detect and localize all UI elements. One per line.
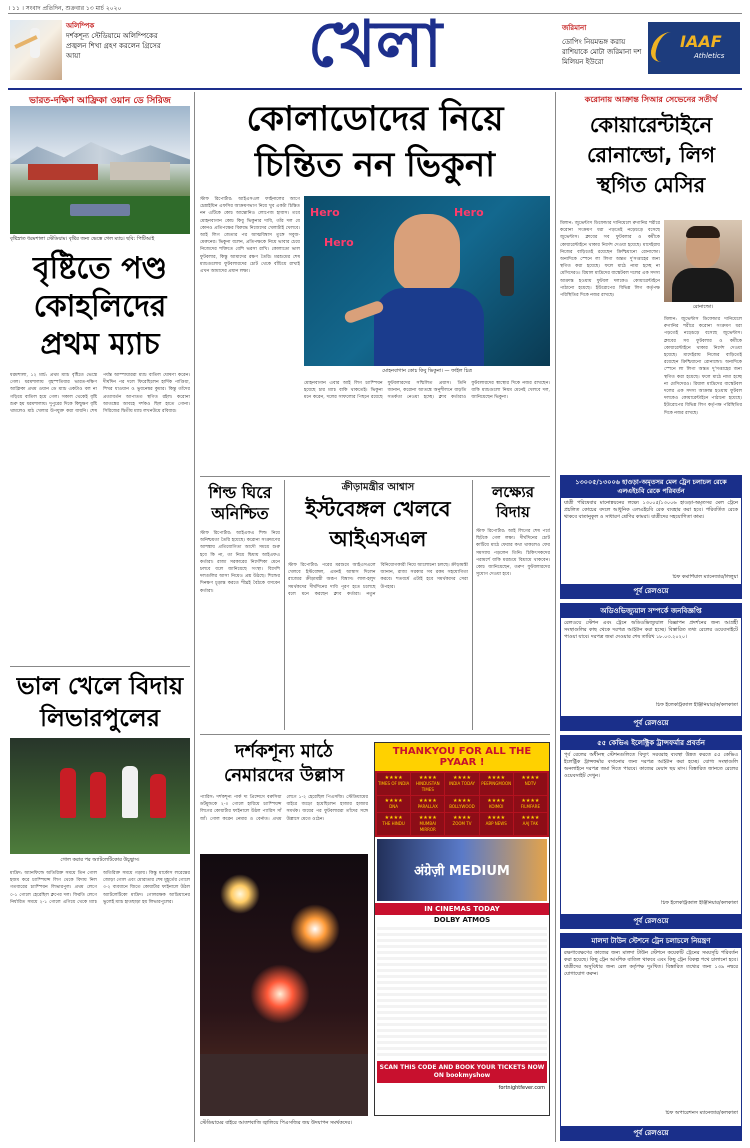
movie-ad[interactable] [374,742,550,1116]
ad-review-tile [411,773,444,795]
target-headline: লক্ষ্যের বিদায় [492,483,534,521]
ad-review-source: HINDUSTAN TIMES [415,781,440,792]
ad-review-tile [377,773,410,795]
ministry-kicker: ক্রীড়ামন্ত্রীর আশ্বাস [341,482,415,493]
right-kicker: করোনায় আক্রান্ত সিআর সেভেনের সতীর্থ [584,95,718,104]
notice-4-title: মালদা টাউন স্টেশনে ট্রেন চলাচলে নিয়ন্ত্রণ [561,934,741,948]
ad-review-tile [480,813,513,835]
left-kicker: ভারত-দক্ষিণ আফ্রিকা ওয়ান ডে সিরিজ [29,96,171,106]
ad-review-tile [411,796,444,812]
left-headline: বৃষ্টিতে পণ্ড কোহলিদের প্রথম ম্যাচ [32,251,168,362]
right-teaser-tag: জরিমানা [562,24,587,32]
ad-review-tile [480,773,513,795]
notice-1-body: যাত্রী পরিষেবার মানোন্নয়নের লক্ষ্যে ১৩০০৫/১৩০০৬ হাওড়া-অমৃতসর মেল ট্রেনে প্রচলিত কোচের বদলে আধুনিক এলএইচবি রেক ব্যবহার করা হবে। পরিবর্তিত রেকে থাকবে বাতানুকূল ও সাধারণ শ্রেণির কামরা। যাত্রীদের সহযোগিতা কাম্য। [564,500,738,520]
ad-cta[interactable]: SCAN THIS CODE AND BOOK YOUR TICKETS NOW ON bookmyshow [377,1061,547,1083]
ronaldo-photo [664,220,742,302]
ad-review-source: PARALLAX [417,804,438,809]
ad-review-source: THE HINDU [382,821,405,826]
psg-fireworks-photo [200,854,368,1116]
ad-review-stars: ★★★★ [521,798,540,804]
notice-2-sign: চিফ ইলেকট্রিক্যাল ইঞ্জিনিয়ার/ক/কলকাতা [655,702,738,708]
right-teaser[interactable] [562,22,646,84]
left-teaser-photo [10,20,62,80]
ad-review-stars: ★★★★ [453,775,471,781]
center-headline: কোলাডোদের নিয়ে চিন্তিত নন ভিকুনা [246,99,504,185]
ad-review-source: INDIA TODAY [449,781,475,786]
right-headline: কোয়ারেন্টাইনে রোনাল্ডো, লিগ স্থগিত মেসির [586,113,716,197]
ad-review-tile [445,796,478,812]
ad-movie-title: अंग्रेज़ी MEDIUM [414,864,510,879]
notice-1 [560,475,742,599]
notice-4-band: পূর্ব রেলওয়ে [561,1126,741,1140]
notice-4 [560,933,742,1141]
ad-review-stars: ★★★★ [487,798,506,804]
shield-body: স্টাফ রিপোর্টার: আইএফএ শিল্ড নিয়ে অনিশ্চয়তা তৈরি হয়েছে। করোনা সংক্রমণের আশঙ্কায় প্রতিযোগিতা আদৌ সময়ে শুরু হবে কি না, তা নিয়ে দ্বিধায় আইএফএ কর্তারা। রাজ্য সরকারের নির্দেশিকা মেনে চলবে বলে জানিয়েছে সংস্থা। বিদেশি দলগুলির আসা নিয়েও প্রশ্ন উঠছে। শিল্ডের দিনক্ষণ চূড়ান্ত করতে শীঘ্রই বৈঠকে বসবেন কর্তারা। [200,531,280,594]
notice-2-band: পূর্ব রেলওয়ে [561,716,741,730]
iaaf-logo [648,22,740,74]
ad-review-tile [514,773,547,795]
left-body: ধরমশালা, ১২ মার্চ: প্রথম ম্যাচ বৃষ্টিতে ভেস্তে গেল। ধরমশালায় বৃহস্পতিবার ভারত-দক্ষিণ আফ্রিকা প্রথম ওয়ান ডে ম্যাচ একটাও বল না গড়িয়ে বাতিল হয়ে গেল। সকাল থেকেই বৃষ্টি শুরু হয় ধরমশালায়। দুপুরের দিকে কিছুক্ষণ বৃষ্টি থামলেও মাঠ খেলার উপযুক্ত করা যায়নি। শেষ পর্যন্ত আম্পায়াররা ম্যাচ বাতিল ঘোষণা করেন। দীর্ঘদিন পর দলে ফিরেছিলেন হার্দিক পাণ্ডিয়া, শিখর ধাওয়ান ও ভুবনেশ্বর কুমার। কিন্তু তাঁদের প্রত্যাবর্তন আপাতত স্থগিত রইল। করোনা আতঙ্কের আবহে দর্শকও ছিল হাতে গোনা। সিরিজের দ্বিতীয় ম্যাচ লখনউয়ে রবিবার। [10,373,190,415]
ad-review-stars: ★★★★ [384,798,403,804]
ad-brand: DOLBY ATMOS [433,916,491,924]
notice-2-title: অডিওভিজ্যুয়াল সম্পর্কে জনবিজ্ঞপ্তি [561,604,741,618]
notice-2-body: রেলওয়ে স্টেশন এবং ট্রেনে অডিওভিজ্যুয়াল বিজ্ঞাপন প্রদর্শনের জন্য আগ্রহী সংস্থাগুলির কাছ থেকে দরপত্র আহ্বান করা হচ্ছে। বিস্তারিত তথ্য রেলের ওয়েবসাইটে পাওয়া যাবে। দরপত্র জমা দেওয়ার শেষ তারিখ ১৮.০৩.২০২০। [564,620,738,640]
col-divider-1 [194,92,195,1142]
notice-4-body: রক্ষণাবেক্ষণের কাজের জন্য মালদা টাউন স্টেশনে কয়েকটি ট্রেনের সময়সূচি পরিবর্তন করা হয়েছে। কিছু ট্রেন আংশিক বাতিল থাকবে এবং কিছু ট্রেন বিকল্প পথে চালানো হবে। যাত্রীদের অসুবিধার জন্য রেল কর্তৃপক্ষ দুঃখিত। বিস্তারিত তথ্যের জন্য ১৩৯ নম্বরে যোগাযোগ করুন। [564,950,738,977]
center-divider-2 [200,734,550,735]
neymar-body: প্যারিস: দর্শকশূন্য পার্ক দ্য প্রিন্সেসে বরুসিয়া ডর্টমুন্ডকে ২-০ গোলে হারিয়ে চ্যাম্পিয়ন্স লিগের কোয়ার্টার ফাইনালে উঠল প্যারিস সাঁ জাঁ। গোল করেন নেমার ও বের্নাত। প্রথম লেগে ১-২ হেরেছিল পিএসজি। স্টেডিয়ামের বাইরে জড়ো হয়েছিলেন হাজার হাজার সমর্থক। জয়ের পর ফুটবলাররা তাঁদের সঙ্গে উল্লাসে মেতে ওঠেন। [200,795,368,822]
left-teaser-text: দর্শকশূন্য স্টেডিয়ামে অলিম্পিকের প্রজ্বলন শিখা গ্রহণ করলেন গ্রিসের আয়া [66,32,161,60]
center-body-under: মোহনবাগান এবার আই লিগ চ্যাম্পিয়ন হয়েছে চার ম্যাচ বাকি থাকতেই। ভিকুনা মনে করেন, দলের সাফল্যের পিছনে রয়েছে ফুটবলারদের সম্মিলিত প্রয়াস। তিনি জানান, করোনা আতঙ্কে অনুশীলনে বাড়তি সতর্কতা নেওয়া হচ্ছে। ক্লাব কর্তারাও ফুটবলারদের স্বাস্থ্যের দিকে নজর রাখছেন। বাকি ম্যাচগুলো নিয়ম মেনেই খেলবে দল, জানিয়েছেন ভিকুনা। [304,381,550,401]
ad-review-source: ZOOM TV [452,821,472,826]
ad-review-tile [480,796,513,812]
ad-review-source: NDTV [524,781,537,786]
ad-review-stars: ★★★★ [487,815,506,821]
notice-2 [560,603,742,731]
notice-4-sign: চিফ অপারেশনস ম্যানেজার/কলকাতা [665,1110,738,1116]
ad-subtitle: IN CINEMAS TODAY [375,903,549,915]
notice-3-band: পূর্ব রেলওয়ে [561,914,741,928]
folio: । ১১ । সংবাদ প্রতিদিন, শুক্রবার ১৩ মার্চ ২০২০ [8,5,122,12]
ad-banner: THANKYOU FOR ALL THE PYAAR ! [375,743,549,771]
ad-review-stars: ★★★★ [521,775,540,781]
ad-cinema-listing [377,927,547,1059]
ministry-body: স্টাফ রিপোর্টার: পরের মরশুমে আইএসএলে খেলবে ইস্টবেঙ্গল, এমনই আশ্বাস দিলেন রাজ্যের ক্রীড়ামন্ত্রী অরূপ বিশ্বাস। লাল-হলুদ সমর্থকদের দীর্ঘদিনের দাবি পূরণ হতে চলেছে বলে মনে করছেন ক্লাব কর্তারা। নতুন বিনিয়োগকারী নিয়ে আলোচনা চলছে। ক্রীড়ামন্ত্রী জানান, রাজ্য সরকার সব রকম সহযোগিতা করবে। শতবর্ষে এটাই হবে সমর্থকদের সেরা উপহার। [288,563,468,597]
ad-review-tile [445,773,478,795]
ad-review-source: TIMES OF INDIA [377,781,410,786]
ad-footer: fortnightfever.com [498,1085,545,1091]
ronaldo-caption: রোনাল্ডো। [692,304,714,310]
ad-review-source: KOIMOI [488,804,504,809]
ad-review-stars: ★★★★ [418,798,437,804]
notice-1-sign: চিফ কমার্শিয়াল ম্যানেজার/লিলুয়া [672,574,738,580]
notice-1-band: পূর্ব রেলওয়ে [561,584,741,598]
left-photo2-caption: গোল করার পর অ্যাটলেটিকোর উচ্ছ্বাস। [60,857,140,863]
liverpool-match-photo [10,738,190,854]
ad-review-tile [411,813,444,835]
center-vdivider-2 [472,480,473,730]
target-body: স্টাফ রিপোর্টার: আই লিগের শেষ পর্বে ছিটকে গেল লক্ষ্য। দীর্ঘদিনের চোট কাটিয়ে মাঠে ফেরার কথা থাকলেও ফের সমস্যায় পড়লেন তিনি। চিকিৎসকদের পরামর্শে বাকি মরশুমে বিশ্রামে থাকবেন। কোচ জানিয়েছেন, তরুণ ফুটবলারদের সুযোগ দেওয়া হবে। [476,529,550,578]
center-vdivider-1 [284,480,285,730]
center-divider-1 [200,476,550,477]
ad-review-source: PEEPINGMOON [481,781,512,786]
ad-review-stars: ★★★★ [487,775,506,781]
notice-3-title: ৫৫ কেভিএ ইলেক্ট্রিক ট্রান্সফর্মার প্রবর্তন [561,736,741,750]
iaaf-logo-sub: Athletics [694,52,725,60]
vicuna-photo: Hero Hero Hero [304,196,550,366]
ad-review-tile [514,796,547,812]
notice-3 [560,735,742,929]
right-teaser-text: ডোপিং নিয়মভঙ্গ করায় রাশিয়াকে মোটা জরিমানা দশ মিলিয়ন ইউরো [562,38,642,66]
ad-review-source: DNA [389,804,398,809]
masthead: খেলা [307,8,443,82]
ad-review-stars: ★★★★ [521,815,540,821]
neymar-headline: দর্শকশূন্য মাঠে নেমারদের উল্লাস [224,741,344,786]
right-body: মিলান: জুভেন্টাস ডিফেন্ডার দানিয়েলে রুগানির শরীরে করোনা সংক্রমণ ধরা পড়তেই নড়েচড়ে বসেছে জুভেন্টাস। ক্লাবের সব ফুটবলার ও কর্মীকে কোয়ারেন্টাইনে থাকার নির্দেশ দেওয়া হয়েছে। মাদেইরায় নিজের বাড়িতেই রয়েছেন ক্রিশ্চিয়ানো রোনাল্ডো। অন্যদিকে স্পেনে লা লিগা অন্তত দু'সপ্তাহের জন্য স্থগিত করা হয়েছে। ফলে মাঠে নামা হচ্ছে না মেসিদেরও। রিয়াল মাদ্রিদের বাস্কেটবল দলের এক সদস্য আক্রান্ত হওয়ায় ফুটবল দলকেও কোয়ারেন্টাইনে পাঠানো হয়েছে। ইউরোপের বিভিন্ন লিগ কর্তৃপক্ষ পরিস্থিতির দিকে নজর রাখছে। [560,221,660,299]
ad-review-source: AAJ TAK [522,821,539,826]
shield-headline: শিল্ড ঘিরে অনিশ্চিত [208,483,272,523]
ad-review-stars: ★★★★ [453,798,471,804]
ad-movie-poster [377,839,547,901]
ad-reviews-grid [375,771,549,837]
ad-review-tile [377,796,410,812]
col-divider-2 [555,92,556,1142]
right-body-2: মিলান: জুভেন্টাস ডিফেন্ডার দানিয়েলে রুগানির শরীরে করোনা সংক্রমণ ধরা পড়তেই নড়েচড়ে বসেছে জুভেন্টাস। ক্লাবের সব ফুটবলার ও কর্মীকে কোয়ারেন্টাইনে থাকার নির্দেশ দেওয়া হয়েছে। মাদেইরায় নিজের বাড়িতেই রয়েছেন ক্রিশ্চিয়ানো রোনাল্ডো। অন্যদিকে স্পেনে লা লিগা অন্তত দু'সপ্তাহের জন্য স্থগিত করা হয়েছে। ফলে মাঠে নামা হচ্ছে না মেসিদেরও। রিয়াল মাদ্রিদের বাস্কেটবল দলের এক সদস্য আক্রান্ত হওয়ায় ফুটবল দলকেও কোয়ারেন্টাইনে পাঠানো হয়েছে। ইউরোপের বিভিন্ন লিগ কর্তৃপক্ষ পরিস্থিতির দিকে নজর রাখছে। [664,317,742,416]
neymar-caption: স্টেডিয়ামের বাইরে আতশবাজি জ্বালিয়ে পিএসজির জয় উদযাপন সমর্থকদের। [200,1120,352,1126]
iaaf-logo-text: IAAF [680,32,722,51]
left-photo-caption: বৃষ্টিস্নাত ধরমশালা স্টেডিয়াম। বৃষ্টির জন্য ভেস্তে গেল ম্যাচ। ছবি: পিটিআই [10,236,155,242]
ad-review-tile [514,813,547,835]
dharamshala-stadium-photo [10,106,190,234]
center-photo-caption: মোহনবাগান কোচ কিবু ভিকুনা। — ফাইল চিত্র [382,368,472,374]
left-teaser-tag: অলিম্পিক [66,22,95,30]
header-divider [8,88,742,90]
ad-review-source: MUMBAI MIRROR [419,821,437,832]
center-body-left: স্টাফ রিপোর্টার: আইএসএল ফাইনালের আগে চেন্নাইয়িন এফসির আক্রমণভাগ নিয়ে খুব একটা চিন্তিত নন এটিকে কোচ আন্তোনিও লোপেজ হাবাস। তবে মোহনবাগান কোচ কিবু ভিকুনার দাবি, তাঁর দল যে কোনও প্রতিপক্ষের বিরুদ্ধে নিজেদের খেলাটাই খেলবে। আই লিগ জেতার পর আত্মবিশ্বাস তুঙ্গে সবুজ-মেরুনের। ভিকুনা বলেন, প্রতিপক্ষকে নিয়ে ভাবার চেয়ে নিজেদের শক্তিতে বেশি ভরসা রাখি। কোলাডো ভাল ফুটবলার, কিন্তু আমাদের রক্ষণ তৈরি। মরশুমের শেষ ম্যাচগুলোয় ফুটবলারদের চোট থেকে বাঁচিয়ে রাখাই এখন আমাদের প্রধান লক্ষ্য। [200,197,300,275]
ad-review-source: FILMFARE [520,804,540,809]
iaaf-swoosh-icon [647,32,683,62]
ad-review-stars: ★★★★ [418,775,437,781]
ad-review-tile [445,813,478,835]
notice-3-sign: চিফ ইলেকট্রিক্যাল ইঞ্জিনিয়ার/কলকাতা [661,900,738,906]
left-teaser[interactable] [10,20,170,82]
ad-review-stars: ★★★★ [384,815,403,821]
left-body-2: মাদ্রিদ: অ্যানফিল্ডে অতিরিক্ত সময়ে তিন গোল হজম করে চ্যাম্পিয়ন্স লিগ থেকে বিদায় নিল গতবারের চ্যাম্পিয়ন লিভারপুল। প্রথম লেগে ০-১ গোলে হেরেছিল ক্লপের দল। ফিরতি লেগে নির্ধারিত সময়ে ২-১ গোলে এগিয়ে থেকে ম্যাচ অতিরিক্ত সময়ে গড়ায়। কিন্তু মার্কোস লরেন্তের জোড়া গোল এবং মোরাতার শেষ মুহূর্তের গোলে ৩-২ ব্যবধানে জিতে কোয়ার্টার ফাইনালে উঠল অ্যাটলেটিকো মাদ্রিদ। গোলরক্ষক আদ্রিয়ানের ভুলেই ম্যাচ হাতছাড়া হয় লিভারপুলের। [10,871,190,905]
left-headline-2: ভাল খেলে বিদায় লিভারপুলের [16,672,184,732]
ad-review-tile [377,813,410,835]
ad-review-stars: ★★★★ [418,815,437,821]
ad-review-source: ABP NEWS [485,821,507,826]
ministry-headline: ইস্টবেঙ্গল খেলবে আইএসএল [305,497,451,551]
ad-review-stars: ★★★★ [384,775,403,781]
left-section-divider [10,666,190,667]
ad-review-source: BOLLYWOOD [449,804,475,809]
notice-3-body: পূর্ব রেলের অধীনস্থ স্টেশনগুলিতে বিদ্যুৎ সরবরাহ ব্যবস্থা উন্নত করতে ৫৫ কেভিএ ইলেক্ট্রিক ট্রান্সফর্মার বসানোর জন্য দরপত্র আহ্বান করা হচ্ছে। যোগ্য সংস্থাগুলি অনলাইনে দরপত্র জমা দিতে পারবে। কাজের মেয়াদ ছয় মাস। বিস্তারিত জানতে রেলের ওয়েবসাইট দেখুন। [564,752,738,779]
notice-1-title: ১৩০০৫/১৩০০৬ হাওড়া-অমৃতসর মেল ট্রেন চলাচল রেকে এলএইচবি রেকে পরিবর্তন [561,476,741,498]
ad-review-stars: ★★★★ [453,815,471,821]
